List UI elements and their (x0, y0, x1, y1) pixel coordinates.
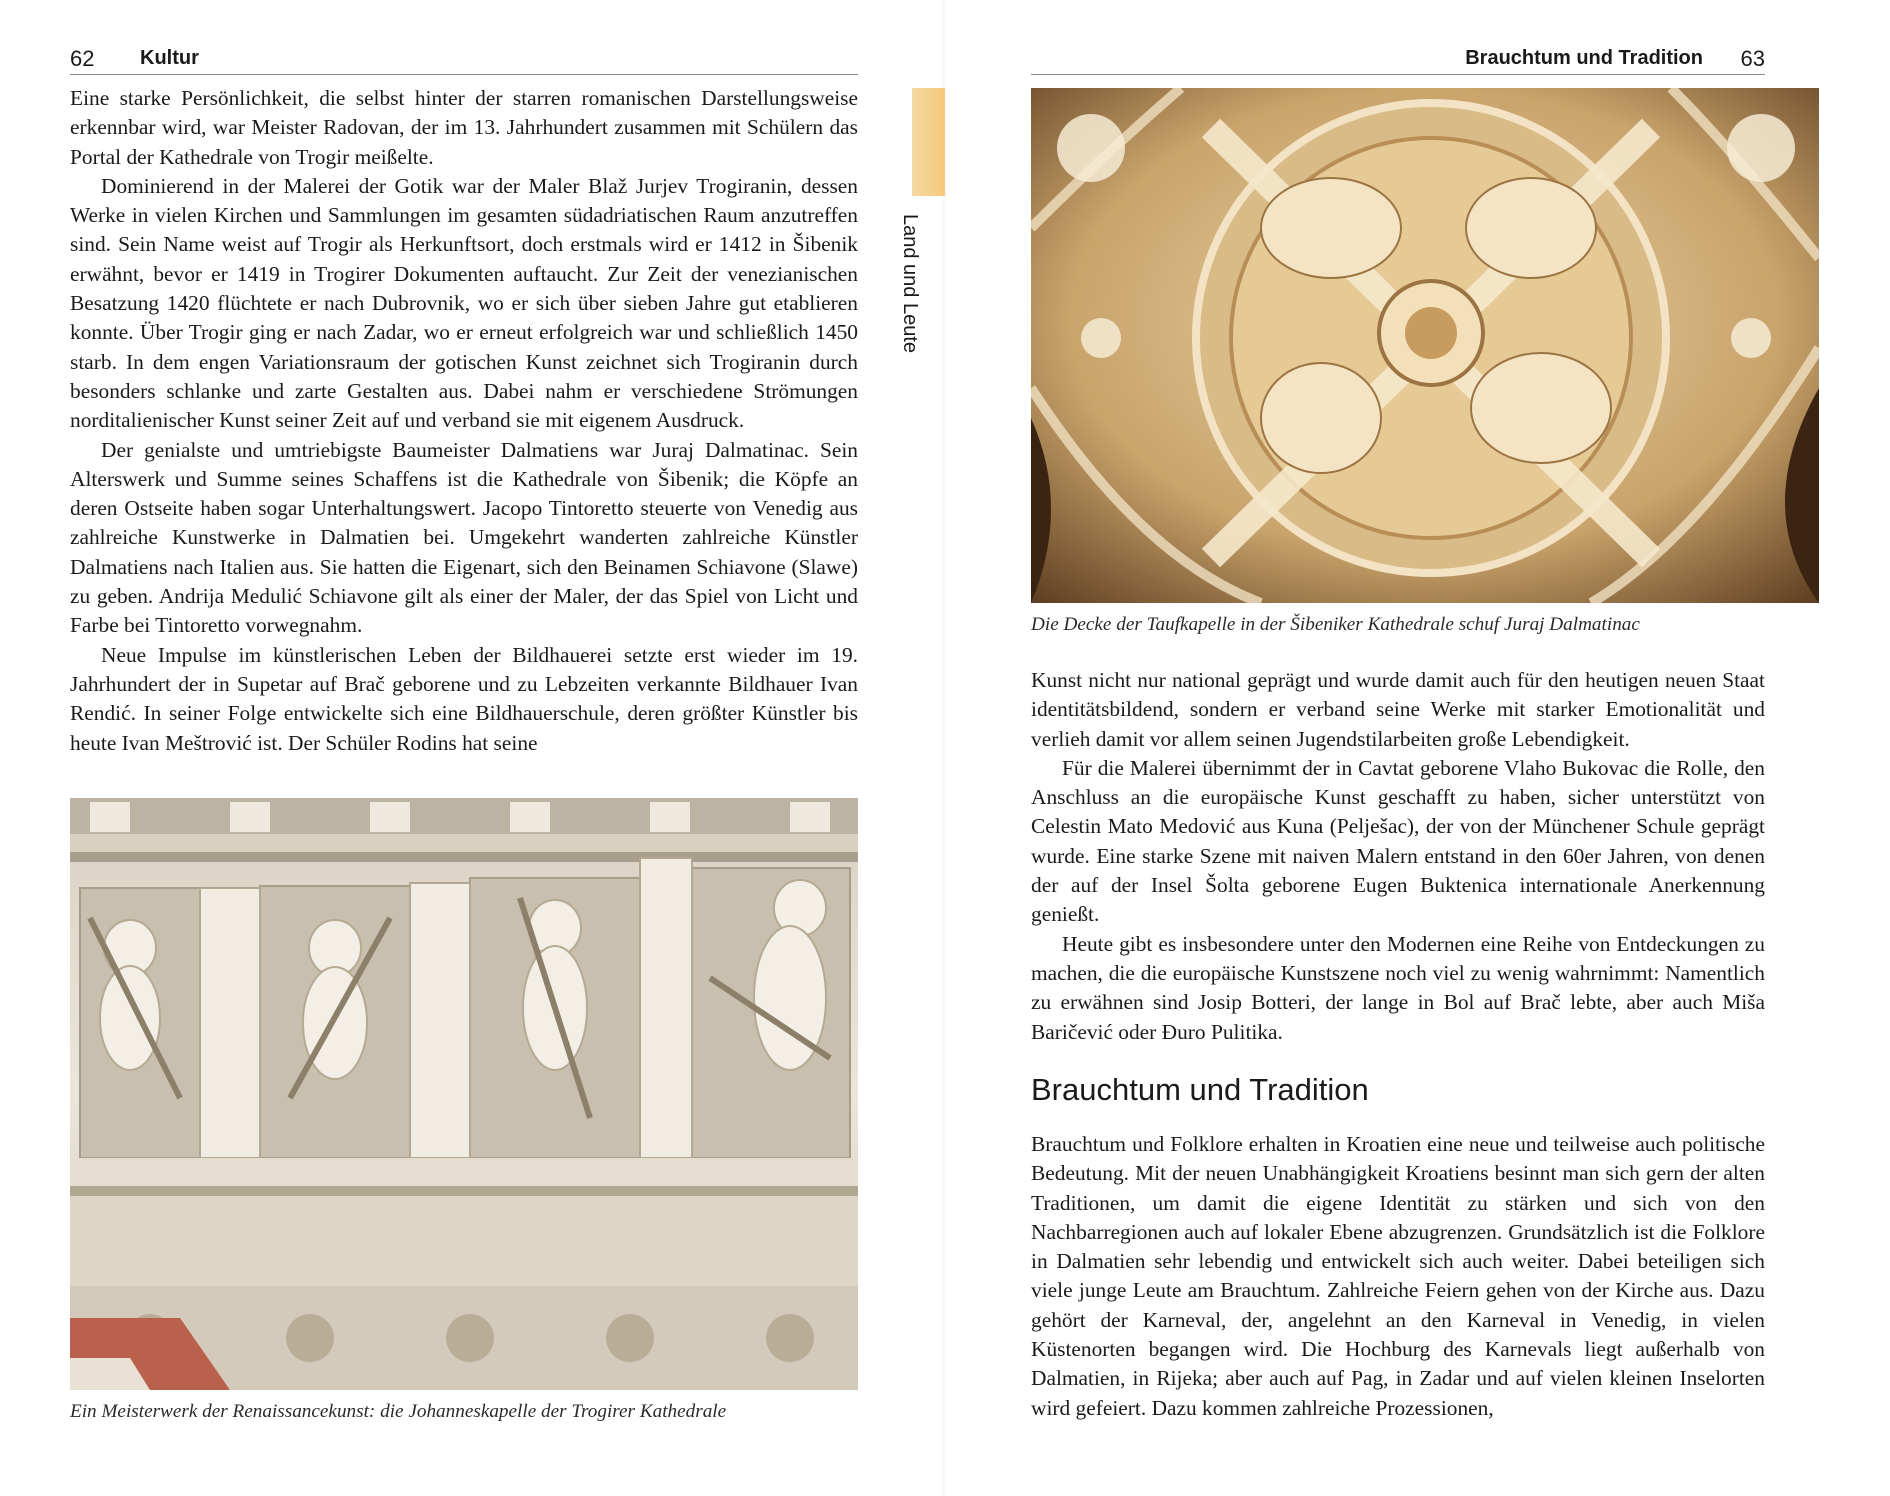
running-head-right (1031, 44, 1765, 75)
paragraph: Neue Impulse im künstlerischen Leben der Bildhauerei setzte erst wieder im 19. Jahrhundert der in Supetar auf Brač geborene und zu Lebzeiten verkannte Bildhauer Ivan Rendić. In seiner Folge entwickelte sich eine Bildhauerschule, deren größter Künstler bis heute Ivan Meštrović ist. Der Schüler Rodins hat seine (70, 642, 858, 755)
section-heading: Brauchtum und Tradition (1031, 1072, 1369, 1107)
thumb-index-tab (912, 88, 945, 196)
paragraph: Kunst nicht nur national geprägt und wurde damit auch für den heutigen neuen Staat identitätsbildend, sondern er verband seine Werke mit starker Emotionalität und verlieh damit vor allem seinen Jugendstilarbeiten große Lebendigkeit. (1031, 668, 1765, 751)
body-text-left (70, 84, 858, 758)
body-text-right (1031, 666, 1765, 1047)
section-body-text (1031, 1130, 1765, 1423)
thumb-index-label: Land und Leute (899, 214, 921, 354)
page-number-right: 63 (1740, 46, 1765, 71)
paragraph: Der genialste und umtriebigste Baumeister Dalmatiens war Juraj Dalmatinac. Sein Alterswerk und Summe seines Schaffens ist die Kathedrale von Šibenik; die Köpfe an deren Ostseite haben sogar Unterhaltungswert. Jacopo Tintoretto steuerte von Venedig aus zahlreiche Kunstwerke in Dalmatien bei. Umgekehrt wanderten zahlreiche Künstler Dalmatiens nach Italien aus. Sie hatten die Eigenart, sich den Beinamen Schiavone (Slawe) zu geben. Andrija Medulić Schiavone gilt als einer der Maler, der das Spiel von Licht und Farbe bei Tintoretto vorwegnahm. (70, 437, 858, 638)
right-page (945, 0, 1890, 1496)
paragraph: Für die Malerei übernimmt der in Cavtat geborene Vlaho Bukovac die Rolle, den Anschluss an die europäische Kunst geschafft zu haben, sicher unterstützt von Celestin Mato Medović aus Kuna (Pelješac), der von der Münchener Schule geprägt wurde. Eine starke Szene mit naiven Malern entstand in den 60er Jahren, von denen der auf der Insel Šolta geborene Eugen Buktenica internationale Anerkennung genießt. (1031, 755, 1765, 927)
photo-caption-right: Die Decke der Taufkapelle in der Šibeniker Kathedrale schuf Juraj Dalmatinac (1031, 614, 1640, 635)
paragraph: Eine starke Persönlichkeit, die selbst hinter der starren romanischen Darstellungsweise erkennbar wird, war Meister Radovan, der im 13. Jahrhundert zusammen mit Schülern das Portal der Kathedrale von Trogir meißelte. (70, 86, 858, 169)
photo-johanneskapelle (70, 798, 858, 1390)
photo-caption-left: Ein Meisterwerk der Renaissancekunst: die Johanneskapelle der Trogirer Kathedrale (70, 1401, 727, 1422)
paragraph: Dominierend in der Malerei der Gotik war der Maler Blaž Jurjev Trogiranin, dessen Werke in vielen Kirchen und Sammlungen im gesamten südadriatischen Raum anzutreffen sind. Sein Name weist auf Trogir als Herkunftsort, doch erstmals wird er 1412 in Šibenik erwähnt, bevor er 1419 in Trogirer Dokumenten auftaucht. Zur Zeit der venezianischen Besatzung 1420 flüchtete er nach Dubrovnik, wo er sich über sieben Jahre gut etablieren konnte. Über Trogir ging er nach Zadar, wo er erneut erfolgreich war und schließlich 1450 starb. In dem engen Variationsraum der gotischen Kunst zeichnet sich Trogiranin durch besonders schlanke und zarte Gestalten aus. Dabei nahm er verschiedene Strömungen norditalienischer Kunst seiner Zeit auf und verband sie mit eigenem Ausdruck. (70, 173, 858, 433)
paragraph: Brauchtum und Folklore erhalten in Kroatien eine neue und teilweise auch politische Bedeutung. Mit der neuen Unabhängigkeit Kroatiens besinnt man sich gern der alten Traditionen, um damit die eigene Identität zu stärken und sich von den Nachbarregionen auch auf lokaler Ebene abzugrenzen. Grundsätzlich ist die Folklore in Dalmatien sehr lebendig und entwickelt sich auch weiter. Dabei beteiligen sich viele junge Leute am Brauchtum. Zahlreiche Feiern gehen von der Kirche aus. Dazu gehört der Karneval, der, angelehnt an den Karneval in Venedig, in vielen Küstenorten begangen wird. Die Hochburg des Karnevals liegt außerhalb von Dalmatien, in Rijeka; aber auch auf Pag, in Zadar und auf vielen kleinen Inselorten wird gefeiert. Dazu kommen zahlreiche Prozessionen, (1031, 1132, 1765, 1420)
relief-illustration (70, 798, 858, 1390)
running-head-left (70, 44, 858, 75)
page-number-left: 62 (70, 46, 95, 71)
running-head-title-left: Kultur (140, 47, 199, 69)
photo-taufkapelle-ceiling (1031, 88, 1819, 603)
vault-illustration (1031, 88, 1819, 603)
running-head-title-right: Brauchtum und Tradition (1465, 47, 1703, 69)
paragraph: Heute gibt es insbesondere unter den Modernen eine Reihe von Entdeckungen zu machen, die die europäische Kunstszene noch viel zu wenig wahrnimmt: Namentlich zu erwähnen sind Josip Botteri, der lange in Bol auf Brač lebte, aber auch Miša Baričević oder Đuro Pulitika. (1031, 931, 1765, 1044)
